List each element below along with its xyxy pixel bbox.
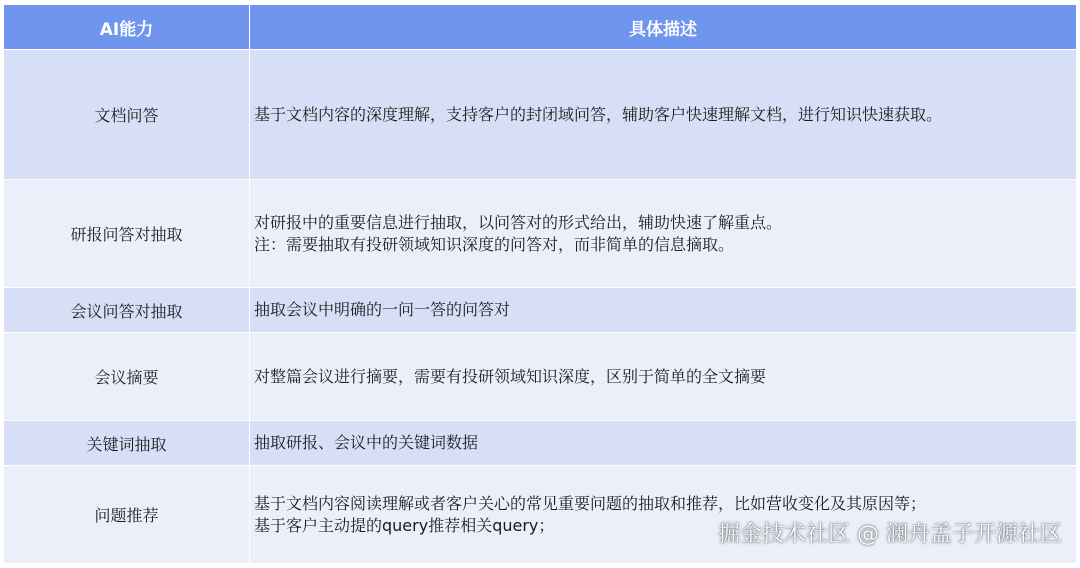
capability-cell: 研报问答对抽取	[4, 180, 250, 287]
description-line: 对研报中的重要信息进行抽取，以问答对的形式给出，辅助快速了解重点。	[254, 212, 783, 232]
description-cell	[250, 180, 1076, 287]
table-row	[4, 287, 1076, 332]
description-line: 基于客户主动提的query推荐相关query；	[254, 515, 555, 535]
table-row	[4, 179, 1076, 287]
table-header	[4, 5, 1076, 49]
description-cell	[250, 288, 1076, 332]
header-capability: AI能力	[4, 5, 250, 49]
description-line: 对整篇会议进行摘要，需要有投研领域知识深度，区别于简单的全文摘要	[254, 366, 767, 386]
description-cell	[250, 333, 1076, 420]
watermark: 掘金技术社区 @ 澜舟孟子开源社区	[718, 522, 1062, 547]
header-description: 具体描述	[629, 19, 697, 40]
ai-capability-table	[4, 5, 1076, 563]
description-line: 基于文档内容的深度理解，支持客户的封闭域问答，辅助客户快速理解文档，进行知识快速获取。	[254, 104, 943, 124]
description-line: 抽取研报、会议中的关键词数据	[254, 433, 479, 452]
table-row	[4, 332, 1076, 420]
table-row	[4, 420, 1076, 465]
description-line: 基于文档内容阅读理解或者客户关心的常见重要问题的抽取和推荐，比如营收变化及其原因等；	[254, 493, 927, 513]
description-cell	[250, 421, 1076, 465]
capability-cell: 会议问答对抽取	[4, 288, 250, 332]
description-line: 抽取会议中明确的一问一答的问答对	[254, 300, 511, 319]
capability-cell: 文档问答	[4, 50, 250, 179]
capability-cell: 会议摘要	[4, 333, 250, 420]
description-cell	[250, 466, 1076, 563]
table-row	[4, 465, 1076, 563]
capability-cell: 关键词抽取	[4, 421, 250, 465]
capability-cell: 问题推荐	[4, 466, 250, 563]
table-row	[4, 49, 1076, 179]
description-cell	[250, 50, 1076, 179]
description-line: 注：需要抽取有投研领域知识深度的问答对，而非简单的信息摘取。	[254, 234, 735, 254]
